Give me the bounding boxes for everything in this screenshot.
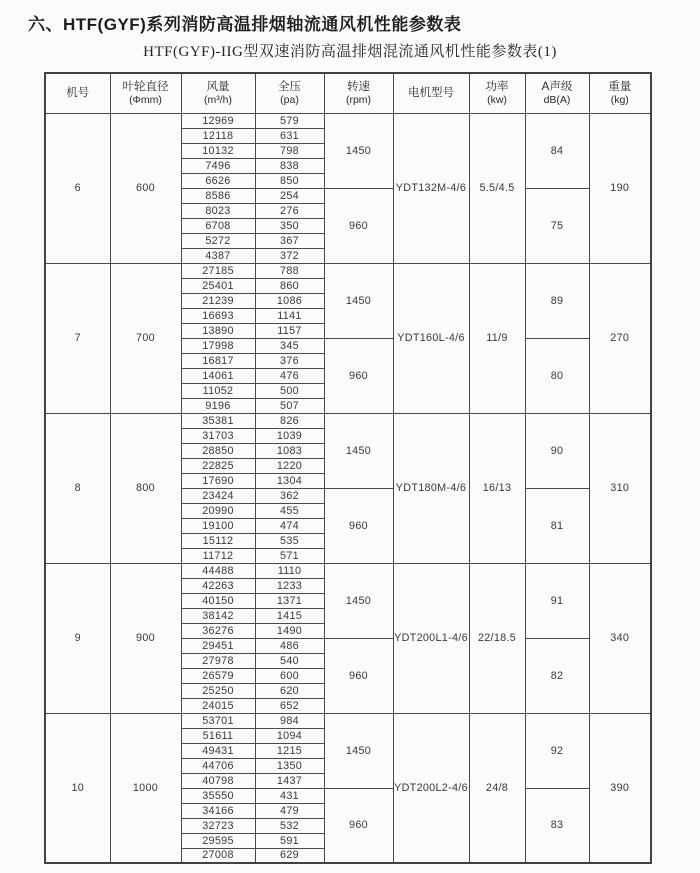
- airflow-cell: 49431: [181, 743, 255, 758]
- power-cell: 22/18.5: [469, 563, 525, 713]
- airflow-cell: 5272: [181, 233, 255, 248]
- airflow-cell: 24015: [181, 698, 255, 713]
- header-unit: (m³/h): [204, 93, 232, 106]
- machine-no-cell: 9: [45, 563, 110, 713]
- airflow-cell: 12118: [181, 128, 255, 143]
- weight-cell: 310: [589, 413, 651, 563]
- power-cell: 5.5/4.5: [469, 113, 525, 263]
- airflow-cell: 11712: [181, 548, 255, 563]
- motor-model-cell: YDT200L1-4/6: [393, 563, 469, 713]
- col-header-pressure: [255, 73, 324, 113]
- header-label: 机号: [66, 86, 90, 99]
- speed-cell: 960: [324, 188, 393, 263]
- impeller-diameter-cell: 1000: [110, 713, 181, 863]
- pressure-cell: 362: [255, 488, 324, 503]
- pressure-cell: 345: [255, 338, 324, 353]
- airflow-cell: 40798: [181, 773, 255, 788]
- pressure-cell: 984: [255, 713, 324, 728]
- impeller-diameter-cell: 900: [110, 563, 181, 713]
- airflow-cell: 27185: [181, 263, 255, 278]
- pressure-cell: 850: [255, 173, 324, 188]
- airflow-cell: 9196: [181, 398, 255, 413]
- airflow-cell: 29595: [181, 833, 255, 848]
- motor-model-cell: YDT180M-4/6: [393, 413, 469, 563]
- impeller-diameter-cell: 700: [110, 263, 181, 413]
- airflow-cell: 8023: [181, 203, 255, 218]
- fan-performance-table: [44, 72, 652, 864]
- header-unit: dB(A): [543, 93, 571, 106]
- pressure-cell: 591: [255, 833, 324, 848]
- airflow-cell: 12969: [181, 113, 255, 128]
- airflow-cell: 35550: [181, 788, 255, 803]
- header-unit: (pa): [280, 93, 299, 106]
- pressure-cell: 540: [255, 653, 324, 668]
- airflow-cell: 13890: [181, 323, 255, 338]
- airflow-cell: 14061: [181, 368, 255, 383]
- pressure-cell: 376: [255, 353, 324, 368]
- pressure-cell: 1233: [255, 578, 324, 593]
- airflow-cell: 53701: [181, 713, 255, 728]
- impeller-diameter-cell: 600: [110, 113, 181, 263]
- pressure-cell: 629: [255, 848, 324, 863]
- pressure-cell: 479: [255, 803, 324, 818]
- speed-cell: 960: [324, 488, 393, 563]
- airflow-cell: 16693: [181, 308, 255, 323]
- pressure-cell: 1157: [255, 323, 324, 338]
- speed-cell: 1450: [324, 113, 393, 188]
- motor-model-cell: YDT160L-4/6: [393, 263, 469, 413]
- pressure-cell: 1083: [255, 443, 324, 458]
- col-header-noise-level: [525, 73, 589, 113]
- table-row: [45, 563, 651, 578]
- pressure-cell: 798: [255, 143, 324, 158]
- speed-cell: 1450: [324, 263, 393, 338]
- table-row: [45, 263, 651, 278]
- power-cell: 16/13: [469, 413, 525, 563]
- airflow-cell: 8586: [181, 188, 255, 203]
- airflow-cell: 36276: [181, 623, 255, 638]
- airflow-cell: 35381: [181, 413, 255, 428]
- page-title: 六、HTF(GYF)系列消防高温排烟轴流通风机性能参数表: [28, 15, 462, 34]
- pressure-cell: 620: [255, 683, 324, 698]
- airflow-cell: 17690: [181, 473, 255, 488]
- airflow-cell: 27978: [181, 653, 255, 668]
- airflow-cell: 44706: [181, 758, 255, 773]
- pressure-cell: 486: [255, 638, 324, 653]
- table-row: [45, 713, 651, 728]
- machine-no-cell: 10: [45, 713, 110, 863]
- speed-cell: 960: [324, 638, 393, 713]
- header-label: 风量: [206, 80, 230, 93]
- machine-no-cell: 7: [45, 263, 110, 413]
- weight-cell: 340: [589, 563, 651, 713]
- pressure-cell: 276: [255, 203, 324, 218]
- header-row: [45, 73, 651, 113]
- airflow-cell: 7496: [181, 158, 255, 173]
- pressure-cell: 535: [255, 533, 324, 548]
- airflow-cell: 25250: [181, 683, 255, 698]
- pressure-cell: 1304: [255, 473, 324, 488]
- header-label: A声级: [541, 80, 573, 93]
- airflow-cell: 38142: [181, 608, 255, 623]
- airflow-cell: 16817: [181, 353, 255, 368]
- pressure-cell: 474: [255, 518, 324, 533]
- airflow-cell: 20990: [181, 503, 255, 518]
- noise-level-cell: 81: [525, 488, 589, 563]
- speed-cell: 1450: [324, 713, 393, 788]
- weight-cell: 190: [589, 113, 651, 263]
- airflow-cell: 17998: [181, 338, 255, 353]
- impeller-diameter-cell: 800: [110, 413, 181, 563]
- pressure-cell: 571: [255, 548, 324, 563]
- speed-cell: 960: [324, 338, 393, 413]
- pressure-cell: 579: [255, 113, 324, 128]
- airflow-cell: 19100: [181, 518, 255, 533]
- airflow-cell: 42263: [181, 578, 255, 593]
- header-label: 全压: [278, 80, 301, 93]
- header-unit: (rpm): [345, 93, 372, 106]
- noise-level-cell: 91: [525, 563, 589, 638]
- noise-level-cell: 75: [525, 188, 589, 263]
- airflow-cell: 28850: [181, 443, 255, 458]
- header-label: 电机型号: [408, 86, 454, 99]
- pressure-cell: 1220: [255, 458, 324, 473]
- noise-level-cell: 82: [525, 638, 589, 713]
- col-header-impeller-diameter: [110, 73, 181, 113]
- airflow-cell: 4387: [181, 248, 255, 263]
- weight-cell: 270: [589, 263, 651, 413]
- airflow-cell: 44488: [181, 563, 255, 578]
- airflow-cell: 10132: [181, 143, 255, 158]
- noise-level-cell: 89: [525, 263, 589, 338]
- header-label: 转速: [347, 80, 370, 93]
- airflow-cell: 11052: [181, 383, 255, 398]
- pressure-cell: 1039: [255, 428, 324, 443]
- noise-level-cell: 83: [525, 788, 589, 863]
- pressure-cell: 1371: [255, 593, 324, 608]
- pressure-cell: 254: [255, 188, 324, 203]
- airflow-cell: 23424: [181, 488, 255, 503]
- pressure-cell: 1350: [255, 758, 324, 773]
- airflow-cell: 27008: [181, 848, 255, 863]
- speed-cell: 960: [324, 788, 393, 863]
- header-unit: (Φmm): [129, 93, 162, 106]
- airflow-cell: 40150: [181, 593, 255, 608]
- speed-cell: 1450: [324, 413, 393, 488]
- weight-cell: 390: [589, 713, 651, 863]
- pressure-cell: 1141: [255, 308, 324, 323]
- power-cell: 24/8: [469, 713, 525, 863]
- pressure-cell: 1415: [255, 608, 324, 623]
- pressure-cell: 532: [255, 818, 324, 833]
- table-row: [45, 413, 651, 428]
- pressure-cell: 431: [255, 788, 324, 803]
- col-header-motor-model: [393, 73, 469, 113]
- noise-level-cell: 84: [525, 113, 589, 188]
- pressure-cell: 500: [255, 383, 324, 398]
- header-label: 重量: [608, 80, 632, 93]
- pressure-cell: 455: [255, 503, 324, 518]
- header-unit: (kw): [487, 93, 507, 106]
- airflow-cell: 32723: [181, 818, 255, 833]
- airflow-cell: 31703: [181, 428, 255, 443]
- pressure-cell: 838: [255, 158, 324, 173]
- speed-cell: 1450: [324, 563, 393, 638]
- airflow-cell: 29451: [181, 638, 255, 653]
- noise-level-cell: 90: [525, 413, 589, 488]
- motor-model-cell: YDT200L2-4/6: [393, 713, 469, 863]
- airflow-cell: 22825: [181, 458, 255, 473]
- pressure-cell: 1437: [255, 773, 324, 788]
- table-row: [45, 113, 651, 128]
- header-unit: (kg): [610, 93, 629, 106]
- header-label: 功率: [485, 80, 509, 93]
- noise-level-cell: 80: [525, 338, 589, 413]
- pressure-cell: 507: [255, 398, 324, 413]
- pressure-cell: 1490: [255, 623, 324, 638]
- airflow-cell: 6626: [181, 173, 255, 188]
- pressure-cell: 367: [255, 233, 324, 248]
- pressure-cell: 372: [255, 248, 324, 263]
- airflow-cell: 26579: [181, 668, 255, 683]
- pressure-cell: 1094: [255, 728, 324, 743]
- col-header-weight: [589, 73, 651, 113]
- pressure-cell: 476: [255, 368, 324, 383]
- col-header-power: [469, 73, 525, 113]
- noise-level-cell: 92: [525, 713, 589, 788]
- power-cell: 11/9: [469, 263, 525, 413]
- header-label: 叶轮直径: [122, 80, 169, 93]
- airflow-cell: 6708: [181, 218, 255, 233]
- motor-model-cell: YDT132M-4/6: [393, 113, 469, 263]
- pressure-cell: 600: [255, 668, 324, 683]
- table-header: [45, 73, 651, 113]
- table-body: [45, 113, 651, 863]
- pressure-cell: 631: [255, 128, 324, 143]
- pressure-cell: 788: [255, 263, 324, 278]
- airflow-cell: 21239: [181, 293, 255, 308]
- machine-no-cell: 6: [45, 113, 110, 263]
- airflow-cell: 25401: [181, 278, 255, 293]
- page-subtitle: HTF(GYF)-IIG型双速消防高温排烟混流通风机性能参数表(1): [143, 44, 557, 60]
- pressure-cell: 826: [255, 413, 324, 428]
- pressure-cell: 860: [255, 278, 324, 293]
- pressure-cell: 1110: [255, 563, 324, 578]
- pressure-cell: 1215: [255, 743, 324, 758]
- col-header-speed: [324, 73, 393, 113]
- col-header-airflow: [181, 73, 255, 113]
- pressure-cell: 1086: [255, 293, 324, 308]
- pressure-cell: 652: [255, 698, 324, 713]
- airflow-cell: 15112: [181, 533, 255, 548]
- airflow-cell: 34166: [181, 803, 255, 818]
- col-header-machine-no: [45, 73, 110, 113]
- machine-no-cell: 8: [45, 413, 110, 563]
- pressure-cell: 350: [255, 218, 324, 233]
- airflow-cell: 51611: [181, 728, 255, 743]
